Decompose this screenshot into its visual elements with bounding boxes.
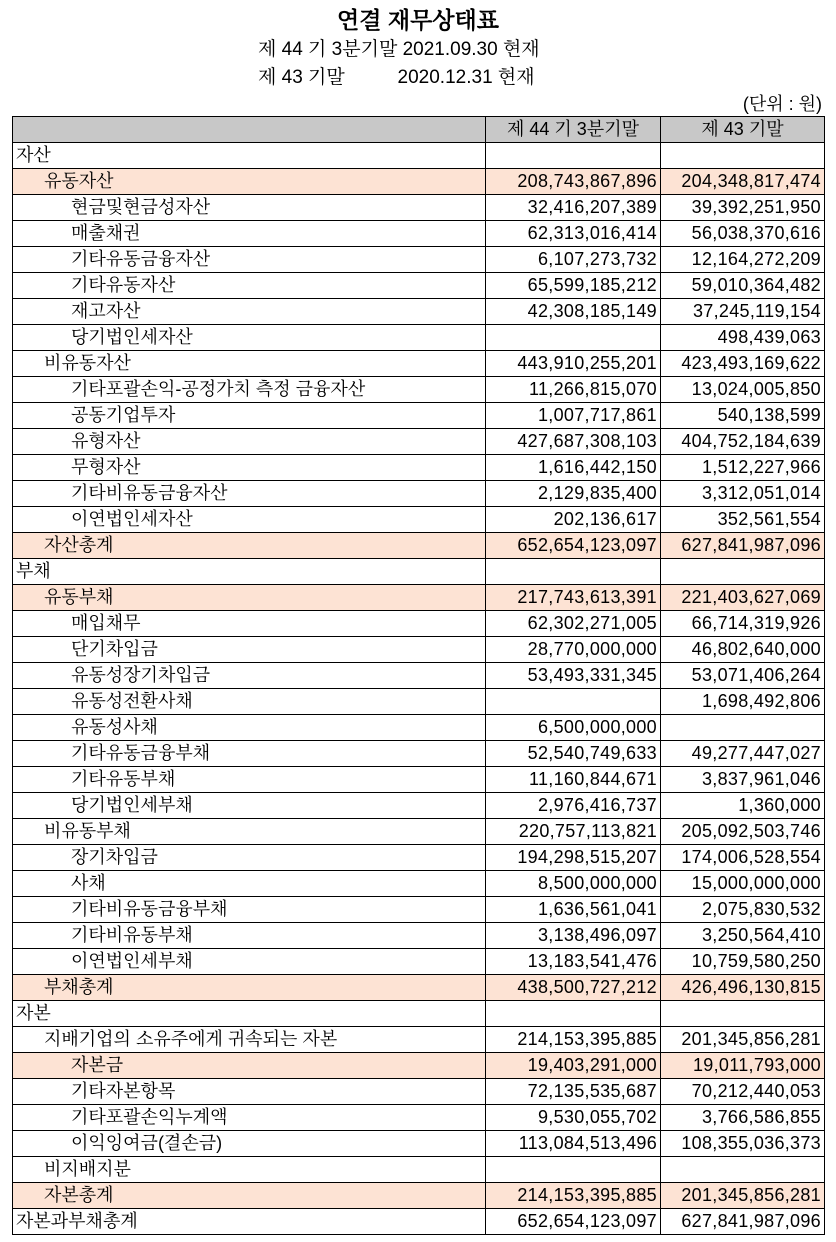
- current-value: 6,500,000,000: [486, 715, 661, 741]
- prior-value: 1,512,227,966: [661, 455, 825, 481]
- prior-value: 59,010,364,482: [661, 273, 825, 299]
- prior-period: 제 43 기말 2020.12.31 현재: [258, 67, 535, 88]
- current-value: 32,416,207,389: [486, 195, 661, 221]
- row-label: 당기법인세자산: [13, 325, 486, 351]
- current-value: 11,266,815,070: [486, 377, 661, 403]
- table-row: [13, 949, 825, 975]
- current-value: 443,910,255,201: [486, 351, 661, 377]
- row-label: 단기차입금: [13, 637, 486, 663]
- prior-value: [661, 1001, 825, 1027]
- prior-value: 1,360,000: [661, 793, 825, 819]
- table-row: [13, 273, 825, 299]
- table-row: [13, 299, 825, 325]
- table-row: [13, 559, 825, 585]
- table-row: [13, 403, 825, 429]
- row-label: 이연법인세부채: [13, 949, 486, 975]
- row-label: 유동성사채: [13, 715, 486, 741]
- current-value: [486, 143, 661, 169]
- prior-value: 70,212,440,053: [661, 1079, 825, 1105]
- current-value: 202,136,617: [486, 507, 661, 533]
- row-label: 기타비유동금융부채: [13, 897, 486, 923]
- current-value: [486, 1001, 661, 1027]
- current-value: 62,313,016,414: [486, 221, 661, 247]
- current-value: 65,599,185,212: [486, 273, 661, 299]
- current-value: 652,654,123,097: [486, 533, 661, 559]
- row-label: 기타자본항목: [13, 1079, 486, 1105]
- current-value: 9,530,055,702: [486, 1105, 661, 1131]
- header-row: [13, 117, 825, 143]
- prior-value: 201,345,856,281: [661, 1027, 825, 1053]
- prior-value: [661, 1157, 825, 1183]
- row-label: 유동성장기차입금: [13, 663, 486, 689]
- table-row: [13, 143, 825, 169]
- prior-value: 1,698,492,806: [661, 689, 825, 715]
- table-row: [13, 481, 825, 507]
- row-label: 지배기업의 소유주에게 귀속되는 자본: [13, 1027, 486, 1053]
- current-value: 438,500,727,212: [486, 975, 661, 1001]
- prior-value: 498,439,063: [661, 325, 825, 351]
- table-row: [13, 325, 825, 351]
- prior-value: 19,011,793,000: [661, 1053, 825, 1079]
- current-value: 3,138,496,097: [486, 923, 661, 949]
- prior-value: 53,071,406,264: [661, 663, 825, 689]
- current-value: 11,160,844,671: [486, 767, 661, 793]
- current-value: 220,757,113,821: [486, 819, 661, 845]
- row-label: 재고자산: [13, 299, 486, 325]
- prior-value: 3,837,961,046: [661, 767, 825, 793]
- prior-value: 221,403,627,069: [661, 585, 825, 611]
- prior-value: 627,841,987,096: [661, 533, 825, 559]
- row-label: 기타비유동부채: [13, 923, 486, 949]
- row-label: 기타비유동금융자산: [13, 481, 486, 507]
- current-value: 28,770,000,000: [486, 637, 661, 663]
- table-row: [13, 1209, 825, 1235]
- row-label: 비유동부채: [13, 819, 486, 845]
- current-value: 113,084,513,496: [486, 1131, 661, 1157]
- current-value: 1,007,717,861: [486, 403, 661, 429]
- prior-value: 204,348,817,474: [661, 169, 825, 195]
- current-value: 53,493,331,345: [486, 663, 661, 689]
- table-row: [13, 351, 825, 377]
- table-row: [13, 429, 825, 455]
- current-value: 2,129,835,400: [486, 481, 661, 507]
- prior-value: 39,392,251,950: [661, 195, 825, 221]
- current-value: 214,153,395,885: [486, 1027, 661, 1053]
- prior-value: 423,493,169,622: [661, 351, 825, 377]
- prior-value: 352,561,554: [661, 507, 825, 533]
- table-row: [13, 793, 825, 819]
- row-label: 부채: [13, 559, 486, 585]
- current-value: [486, 559, 661, 585]
- prior-value: 205,092,503,746: [661, 819, 825, 845]
- prior-value: 66,714,319,926: [661, 611, 825, 637]
- table-row: [13, 247, 825, 273]
- table-row: [13, 819, 825, 845]
- row-label: 기타유동자산: [13, 273, 486, 299]
- row-label: 자본과부채총계: [13, 1209, 486, 1235]
- table-row: [13, 923, 825, 949]
- row-label: 공동기업투자: [13, 403, 486, 429]
- current-value: 2,976,416,737: [486, 793, 661, 819]
- table-row: [13, 611, 825, 637]
- table-row: [13, 741, 825, 767]
- current-value: 214,153,395,885: [486, 1183, 661, 1209]
- table-row: [13, 1131, 825, 1157]
- current-value: 652,654,123,097: [486, 1209, 661, 1235]
- prior-value: 49,277,447,027: [661, 741, 825, 767]
- current-value: 217,743,613,391: [486, 585, 661, 611]
- table-row: [13, 195, 825, 221]
- prior-value: 46,802,640,000: [661, 637, 825, 663]
- table-row: [13, 377, 825, 403]
- row-label: 기타포괄손익누계액: [13, 1105, 486, 1131]
- table-row: [13, 1157, 825, 1183]
- row-label: 자산총계: [13, 533, 486, 559]
- table-row: [13, 1053, 825, 1079]
- prior-value: 56,038,370,616: [661, 221, 825, 247]
- row-label: 유동부채: [13, 585, 486, 611]
- table-row: [13, 533, 825, 559]
- table-row: [13, 767, 825, 793]
- row-label: 비지배지분: [13, 1157, 486, 1183]
- current-value: 52,540,749,633: [486, 741, 661, 767]
- current-value: 72,135,535,687: [486, 1079, 661, 1105]
- row-label: 부채총계: [13, 975, 486, 1001]
- row-label: 자산: [13, 143, 486, 169]
- prior-value: 540,138,599: [661, 403, 825, 429]
- prior-value: 15,000,000,000: [661, 871, 825, 897]
- prior-value: [661, 143, 825, 169]
- row-label: 매출채권: [13, 221, 486, 247]
- prior-value: 426,496,130,815: [661, 975, 825, 1001]
- table-row: [13, 689, 825, 715]
- prior-value: 3,250,564,410: [661, 923, 825, 949]
- row-label: 장기차입금: [13, 845, 486, 871]
- row-label: 기타유동금융부채: [13, 741, 486, 767]
- row-label: 비유동자산: [13, 351, 486, 377]
- prior-value: 13,024,005,850: [661, 377, 825, 403]
- row-label: 기타포괄손익-공정가치 측정 금융자산: [13, 377, 486, 403]
- current-value: 42,308,185,149: [486, 299, 661, 325]
- prior-value: 627,841,987,096: [661, 1209, 825, 1235]
- current-value: 8,500,000,000: [486, 871, 661, 897]
- current-value: 208,743,867,896: [486, 169, 661, 195]
- prior-value: [661, 715, 825, 741]
- table-row: [13, 455, 825, 481]
- prior-value: [661, 559, 825, 585]
- current-value: 13,183,541,476: [486, 949, 661, 975]
- prior-value: 12,164,272,209: [661, 247, 825, 273]
- prior-value: 108,355,036,373: [661, 1131, 825, 1157]
- prior-value: 3,766,586,855: [661, 1105, 825, 1131]
- prior-value: 2,075,830,532: [661, 897, 825, 923]
- row-label: 기타유동부채: [13, 767, 486, 793]
- row-label: 자본금: [13, 1053, 486, 1079]
- current-value: [486, 325, 661, 351]
- current-value: 19,403,291,000: [486, 1053, 661, 1079]
- prior-value: 3,312,051,014: [661, 481, 825, 507]
- table-row: [13, 845, 825, 871]
- row-label: 기타유동금융자산: [13, 247, 486, 273]
- header-prior: 제 43 기말: [661, 117, 825, 143]
- table-row: [13, 1105, 825, 1131]
- row-label: 유형자산: [13, 429, 486, 455]
- row-label: 당기법인세부채: [13, 793, 486, 819]
- table-row: [13, 585, 825, 611]
- prior-value: 37,245,119,154: [661, 299, 825, 325]
- header-label: [13, 117, 486, 143]
- prior-value: 404,752,184,639: [661, 429, 825, 455]
- table-row: [13, 975, 825, 1001]
- table-row: [13, 663, 825, 689]
- table-row: [13, 897, 825, 923]
- row-label: 무형자산: [13, 455, 486, 481]
- row-label: 유동성전환사채: [13, 689, 486, 715]
- table-row: [13, 1027, 825, 1053]
- row-label: 사채: [13, 871, 486, 897]
- table-row: [13, 1001, 825, 1027]
- current-value: [486, 1157, 661, 1183]
- prior-value: 201,345,856,281: [661, 1183, 825, 1209]
- table-row: [13, 715, 825, 741]
- current-value: 194,298,515,207: [486, 845, 661, 871]
- current-value: 1,616,442,150: [486, 455, 661, 481]
- current-value: 62,302,271,005: [486, 611, 661, 637]
- row-label: 이연법인세자산: [13, 507, 486, 533]
- table-row: [13, 871, 825, 897]
- prior-value: 174,006,528,554: [661, 845, 825, 871]
- row-label: 자본총계: [13, 1183, 486, 1209]
- table-row: [13, 1079, 825, 1105]
- header-current: 제 44 기 3분기말: [486, 117, 661, 143]
- current-value: 6,107,273,732: [486, 247, 661, 273]
- table-row: [13, 637, 825, 663]
- current-value: 427,687,308,103: [486, 429, 661, 455]
- row-label: 자본: [13, 1001, 486, 1027]
- prior-value: 10,759,580,250: [661, 949, 825, 975]
- balance-sheet-table: [12, 116, 825, 1235]
- unit-label: (단위 : 원): [742, 94, 822, 114]
- current-period: 제 44 기 3분기말 2021.09.30 현재: [258, 39, 540, 60]
- current-value: 1,636,561,041: [486, 897, 661, 923]
- current-value: [486, 689, 661, 715]
- row-label: 이익잉여금(결손금): [13, 1131, 486, 1157]
- row-label: 유동자산: [13, 169, 486, 195]
- table-row: [13, 169, 825, 195]
- row-label: 매입채무: [13, 611, 486, 637]
- statement-title: 연결 재무상태표: [337, 7, 499, 33]
- table-row: [13, 507, 825, 533]
- row-label: 현금및현금성자산: [13, 195, 486, 221]
- table-row: [13, 221, 825, 247]
- table-row: [13, 1183, 825, 1209]
